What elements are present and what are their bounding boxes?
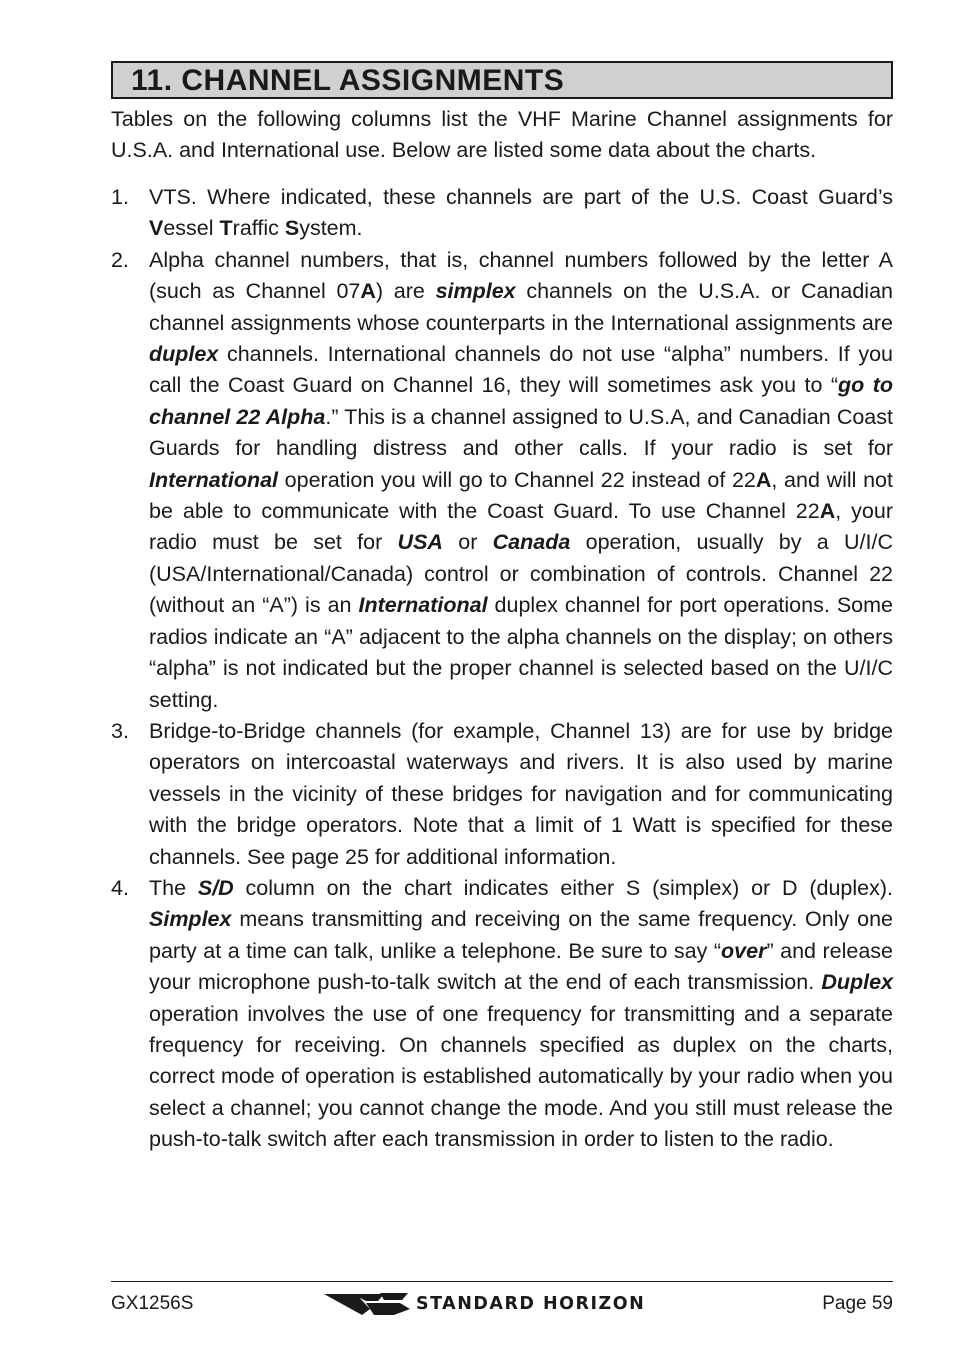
list-item-text: channels. International channels do not use “alpha” numbers. If you call the Coast Guard on Channel 16, they will sometimes ask you to “ <box>149 342 893 398</box>
brand-logo <box>322 1289 687 1319</box>
list-item-text: ” and release your microphone push-to-talk switch at the end of each transmission. <box>149 938 894 995</box>
list-item-text: .” This is a channel assigned to U.S.A, and Canadian Coast Guards for handling distress and other calls. If your radio is set for <box>149 404 893 461</box>
brand-name: STANDARD HORIZON <box>416 1294 646 1314</box>
list-item-number: 1. <box>111 185 129 209</box>
list-item-text: column on the chart indicates either S (simplex) or D (duplex). <box>233 875 893 900</box>
list-item-text: go to channel 22 Alpha <box>149 373 893 429</box>
list-item-text: Bridge-to-Bridge channels (for example, Channel 13) are for use by bridge operators on intercoastal waterways and rivers. It is also used by marine vessels in the vicinity of these bridges for navigation and for communicating with the bridge operators. Note that a limit of 1 Watt is specified for these channels. See page 25 for additional information. <box>149 718 893 869</box>
list-item-text: essel <box>163 216 220 241</box>
list-item-text: Alpha channel numbers, that is, channel numbers followed by the letter A (such as Channel 07 <box>149 247 893 304</box>
list-item-text: operation, usually by a U/I/C (USA/International/Canada) control or combination of controls. Channel 22 (without an “A”) is an <box>149 530 893 618</box>
notes-list <box>111 182 893 1156</box>
list-item-text: S/D <box>197 875 234 900</box>
list-item-text: means transmitting and receiving on the same frequency. Only one party at a time can talk, unlike a telephone. Be sure to say “ <box>149 907 893 963</box>
list-item <box>111 716 893 873</box>
page-number: Page 59 <box>822 1293 893 1314</box>
list-item-text: operation you will go to Channel 22 instead of 22 <box>278 467 756 492</box>
list-item-text: VTS. Where indicated, these channels are part of the U.S. Coast Guard’s <box>149 185 893 209</box>
list-item-text: duplex <box>149 342 219 367</box>
section-heading: 11. CHANNEL ASSIGNMENTS <box>131 64 565 97</box>
list-item-text: T <box>219 216 233 241</box>
list-item-text: simplex <box>435 279 516 304</box>
list-item-text: ) are <box>375 279 436 304</box>
list-item-text: , and will not be able to communicate with the Coast Guard. To use Channel 22 <box>149 467 893 524</box>
list-item-text: ystem. <box>299 216 363 241</box>
list-item <box>111 245 893 716</box>
list-item-text: raffic <box>232 216 285 241</box>
footer-divider <box>111 1281 893 1282</box>
list-item <box>111 873 893 1156</box>
brand-wave-icon <box>322 1289 412 1319</box>
list-item-text: The <box>149 875 198 900</box>
list-item-text: , your radio must be set for <box>149 499 893 555</box>
list-item-text: duplex channel for port operations. Some radios indicate an “A” adjacent to the alpha channels on the display; on others “alpha” is not indicated but the proper channel is selected based on the U/I/C setting. <box>149 593 893 712</box>
list-item-text: or <box>442 530 493 555</box>
list-item-text: operation involves the use of one frequency for transmitting and a separate frequency for receiving. On channels specified as duplex on the charts, correct mode of operation is established automatically by your radio when you select a channel; you cannot change the mode. And you still must release the push-to-talk switch after each transmission in order to listen to the radio. <box>149 1001 893 1152</box>
list-item-text: channels on the U.S.A. or Canadian channel assignments whose counterparts in the International assignments are <box>149 279 893 335</box>
list-item-text: International <box>358 593 488 618</box>
list-item-text: International <box>149 467 279 492</box>
list-item-number: 2. <box>111 247 129 272</box>
list-item-text: A <box>755 467 772 492</box>
list-item-text: V <box>149 216 164 241</box>
list-item-text: A <box>360 279 376 304</box>
list-item-text: Duplex <box>821 970 893 995</box>
list-item-text: Canada <box>492 530 571 555</box>
list-item-text: Simplex <box>149 907 232 932</box>
list-item-number: 4. <box>111 875 129 900</box>
list-item-text: S <box>284 216 300 241</box>
list-item-text: A <box>819 499 836 524</box>
section-heading-box <box>111 61 893 99</box>
list-item-number: 3. <box>111 718 129 743</box>
list-item-text: USA <box>397 530 443 555</box>
footer-model: GX1256S <box>111 1293 194 1314</box>
list-item-text: over <box>721 938 767 963</box>
list-item <box>111 182 893 245</box>
intro-paragraph: Tables on the following columns list the VHF Marine Channel assignments for U.S.A. and International use. Below are listed some data about the charts. <box>111 107 893 163</box>
